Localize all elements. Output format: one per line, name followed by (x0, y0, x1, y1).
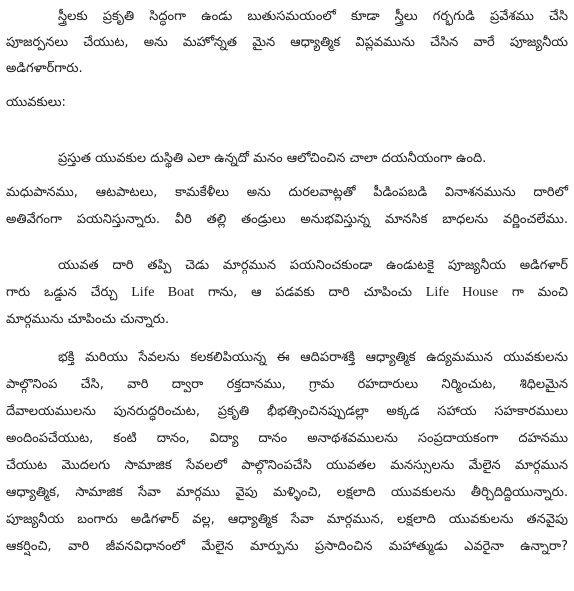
paragraph-5-line-6: ఆధ్యాత్మిక, సామాజిక సేవా మార్గము వైపు మళ్ళించి, లక్షలాది యువకులను తీర్చిదిద్దియున్నారు. (6, 485, 568, 500)
paragraph-5-line-4: అందింపచేయుట, కంటి దానం, విద్యా దానం అనాథశవములను సంప్రదాయకంగా దహనము (6, 431, 568, 446)
paragraph-1-line-3: అడిగళార్‌గారు. (6, 61, 83, 76)
paragraph-5-line-2: పాల్గొనింప చేసి, వారి ద్వారా రక్తదానము, గ్రామ రహదారులు నిర్మించుట, శిధిలమైన (6, 377, 568, 392)
paragraph-4-line-2: గారు ఒడ్డున చేర్చు Life Boat గాను, ఆ పడవకు దారి చూపించు Life House గా మంచి (6, 285, 568, 300)
paragraph-3-line-1: మధుపానము, ఆటపాటలు, కామకేళీలు అను దురలవాట్లతో పీడింపబడి వినాశనమును దారిలో (6, 185, 568, 200)
paragraph-5-line-3: దేవాలయములను పునరుద్ధరించుట, ప్రకృతి భీభత్సించినప్పుడల్లా అక్కడ సహాయ సహకారములు (6, 404, 568, 419)
paragraph-1-line-1: స్త్రీలకు ప్రకృతి సిద్ధంగా ఉండు బుతుసమయంలో కూడా స్త్రీలు గర్భగుడి ప్రవేశము చేసి (58, 9, 568, 24)
paragraph-5-line-8: ఆకర్షించి, వారి జీవనవిధానంలో మేలైన మార్పును ప్రసాదించిన మహాత్ముడు ఎవరైనా ఉన్నారా? (6, 539, 568, 554)
paragraph-4-line-1: యువత దారి తప్పి చెడు మార్గమున పయనించకుండా ఉండుటకై పూజ్యనీయ అడిగళార్ (58, 258, 568, 273)
paragraph-3-line-2: అతివేగంగా పయనిస్తున్నారు. వీరి తల్లి తండ్రులు అనుభవిస్తున్న మానసిక బాధలను వర్ణించలేము. (6, 212, 568, 227)
section-heading-youth: యువకులు: (6, 95, 66, 110)
paragraph-5-line-5: చేయుట మొదలగు సామాజిక సేవలలో పాల్గొనింపచేసి యువతల మనస్సులను మేలైన మార్గమున (6, 458, 568, 473)
paragraph-5-line-7: పూజ్యనీయ బంగారు అడిగళార్ వల్ల, ఆధ్యాత్మిక సేవా మార్గమున, లక్షలాది యువకులను తనవైపు (6, 512, 568, 527)
paragraph-5-line-1: భక్తి మరియు సేవలను కలకలిపియున్న ఈ ఆదిపరాశక్తి ఆధ్యాత్మిక ఉద్యమమున యువకులను (58, 350, 568, 365)
paragraph-4-line-3: మార్గమును చూపించు చున్నారు. (6, 312, 170, 327)
paragraph-1-line-2: పూజర్పనలు చేయుట, అను మహోన్నత మైన ఆధ్యాత్మిక విప్లవమును చేసిన వారే పూజ్యనీయ (6, 35, 568, 50)
paragraph-2-line-1: ప్రస్తుత యువకుల దుస్థితి ఎలా ఉన్నదో మనం ఆలోచించిన చాలా దయనీయంగా ఉంది. (58, 151, 487, 166)
